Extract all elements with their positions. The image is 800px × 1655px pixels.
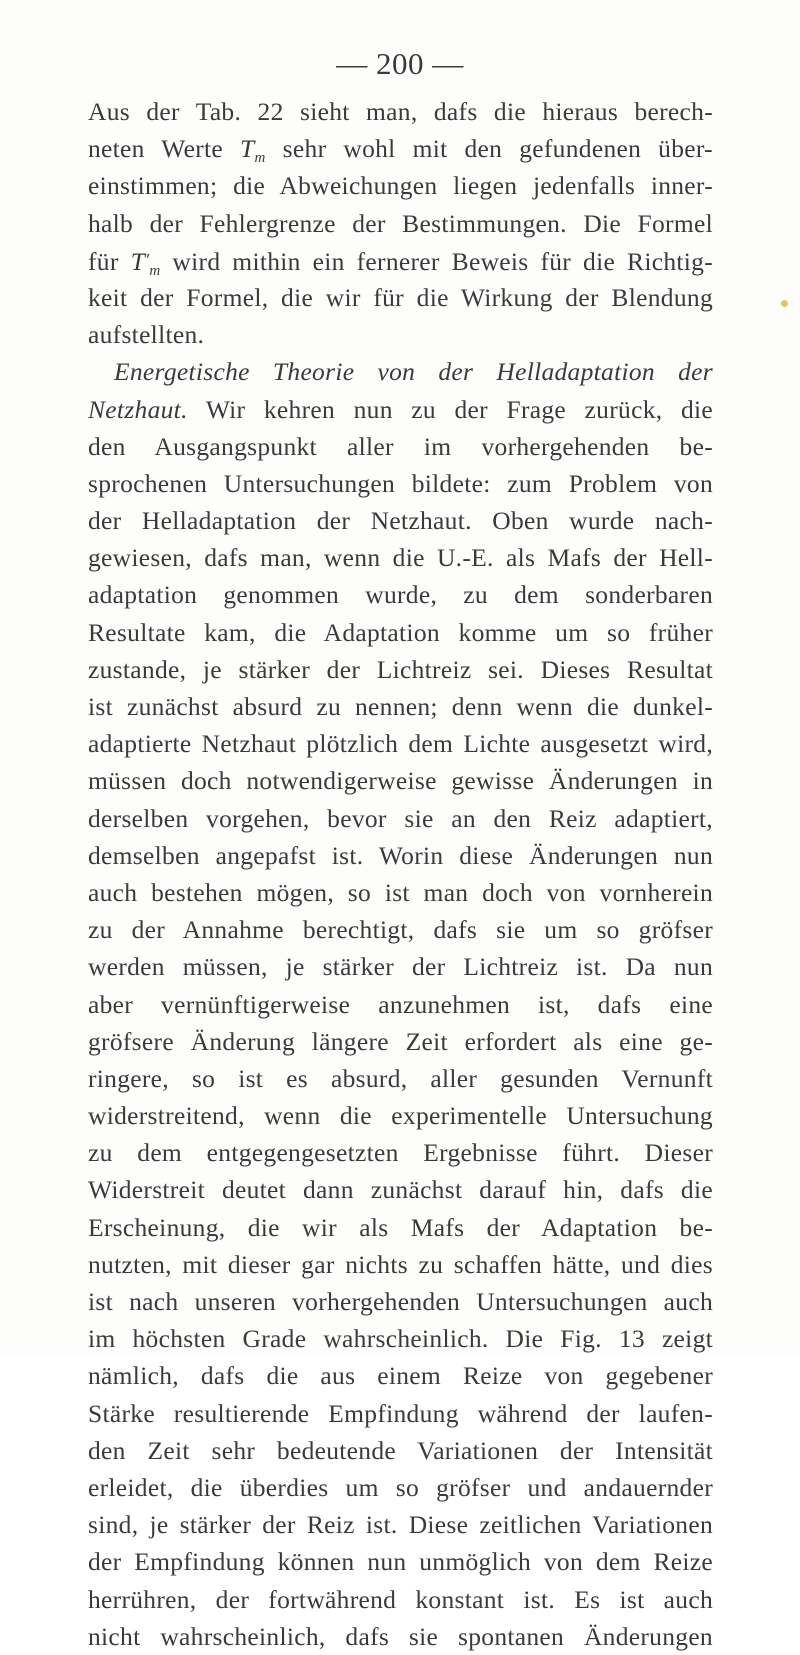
text-line: ist zunächst absurd zu nennen; denn wenn die dunkel- — [88, 692, 713, 721]
text-line: nämlich, dafs die aus einem Reize von gegebener — [88, 1361, 713, 1391]
text-line: derselben vorgehen, bevor sie an den Reiz adaptiert, — [88, 803, 713, 833]
text-line: adaptierte Netzhaut plötzlich dem Lichte ausgesetzt wird, — [88, 729, 713, 759]
text-line: zustande, je stärker der Lichtreiz sei. Dieses Resultat — [88, 654, 713, 684]
text-line: der Helladaptation der Netzhaut. Oben wurde nach- — [88, 506, 713, 536]
text-line: gröfsere Änderung längere Zeit erfordert als eine ge- — [88, 1026, 713, 1056]
text-line: nutzten, mit dieser gar nichts zu schaffen hätte, und dies — [88, 1249, 713, 1279]
text-line: erleidet, die überdies um so gröfser und andauernder — [88, 1472, 713, 1502]
text-line: aber vernünftigerweise anzunehmen ist, dafs eine — [88, 989, 713, 1019]
text-line: den Zeit sehr bedeutende Variationen der Intensität — [88, 1435, 713, 1465]
math-symbol: $T_m$ — [240, 134, 266, 167]
text-line: Stärke resultierende Empfindung während der laufen- — [88, 1398, 713, 1428]
text-line: keit der Formel, die wir für die Wirkung der Blendung — [88, 282, 713, 312]
text-line: einstimmen; die Abweichungen liegen jedenfalls inner- — [88, 171, 713, 201]
text-line: müssen doch notwendigerweise gewisse Änderungen in — [88, 766, 713, 796]
text-line: zu der Annahme berechtigt, dafs sie um so gröfser — [88, 915, 713, 945]
text-line: Aus der Tab. 22 sieht man, dafs die hieraus berech- — [88, 97, 713, 126]
text-line: der Empfindung können nun unmöglich von dem Reize — [88, 1547, 713, 1577]
math-symbol: $T'_m$ — [130, 246, 161, 279]
text-line: sprochenen Untersuchungen bildete: zum Problem von — [88, 468, 713, 498]
text-line: Netzhaut. Wir kehren nun zu der Frage zurück, die — [88, 394, 713, 424]
page-number: — 200 — — [336, 46, 464, 81]
text-line: halb der Fehlergrenze der Bestimmungen. Die Formel — [88, 208, 713, 238]
text-line: Widerstreit deutet dann zunächst darauf hin, dafs die — [88, 1175, 713, 1205]
text-line: werden müssen, je stärker der Lichtreiz ist. Da nun — [88, 952, 713, 982]
text-line: nicht wahrscheinlich, dafs sie spontanen Änderungen — [88, 1621, 713, 1651]
section-heading-line: Energetische Theorie von der Helladaptation der — [114, 357, 713, 387]
text-line: den Ausgangspunkt aller im vorhergehenden be- — [88, 431, 713, 461]
text-line: auch bestehen mögen, so ist man doch von vornherein — [88, 877, 713, 907]
text-line: im höchsten Grade wahrscheinlich. Die Fig. 13 zeigt — [88, 1324, 713, 1354]
section-heading-end: Netzhaut. — [88, 394, 188, 424]
text-line: demselben angepafst ist. Worin diese Änderungen nun — [88, 840, 713, 870]
margin-spot-mark — [781, 300, 788, 307]
text-line: ringere, so ist es absurd, aller gesunden Vernunft — [88, 1063, 713, 1093]
text-line: ist nach unseren vorhergehenden Untersuchungen auch — [88, 1287, 713, 1316]
text-line: widerstreitend, wenn die experimentelle Untersuchung — [88, 1101, 713, 1131]
text-line: aufstellten. — [88, 320, 205, 350]
text-line: sind, je stärker der Reiz ist. Diese zeitlichen Variationen — [88, 1510, 713, 1540]
text-line: herrühren, der fortwährend konstant ist. Es ist auch — [88, 1584, 713, 1614]
text-line: Erscheinung, die wir als Mafs der Adaptation be- — [88, 1212, 713, 1242]
text-line: neten Werte $T_m$ sehr wohl mit den gefundenen über- — [88, 134, 713, 167]
text-line: für $T'_m$ wird mithin ein fernerer Beweis für die Richtig- — [88, 246, 713, 279]
text-line: Resultate kam, die Adaptation komme um so früher — [88, 617, 713, 647]
text-line: zu dem entgegengesetzten Ergebnisse führt. Dieser — [88, 1138, 713, 1168]
text-line: adaptation genommen wurde, zu dem sonderbaren — [88, 580, 713, 610]
text-line: gewiesen, dafs man, wenn die U.-E. als Mafs der Hell- — [88, 543, 713, 573]
body-text — [88, 93, 713, 1655]
